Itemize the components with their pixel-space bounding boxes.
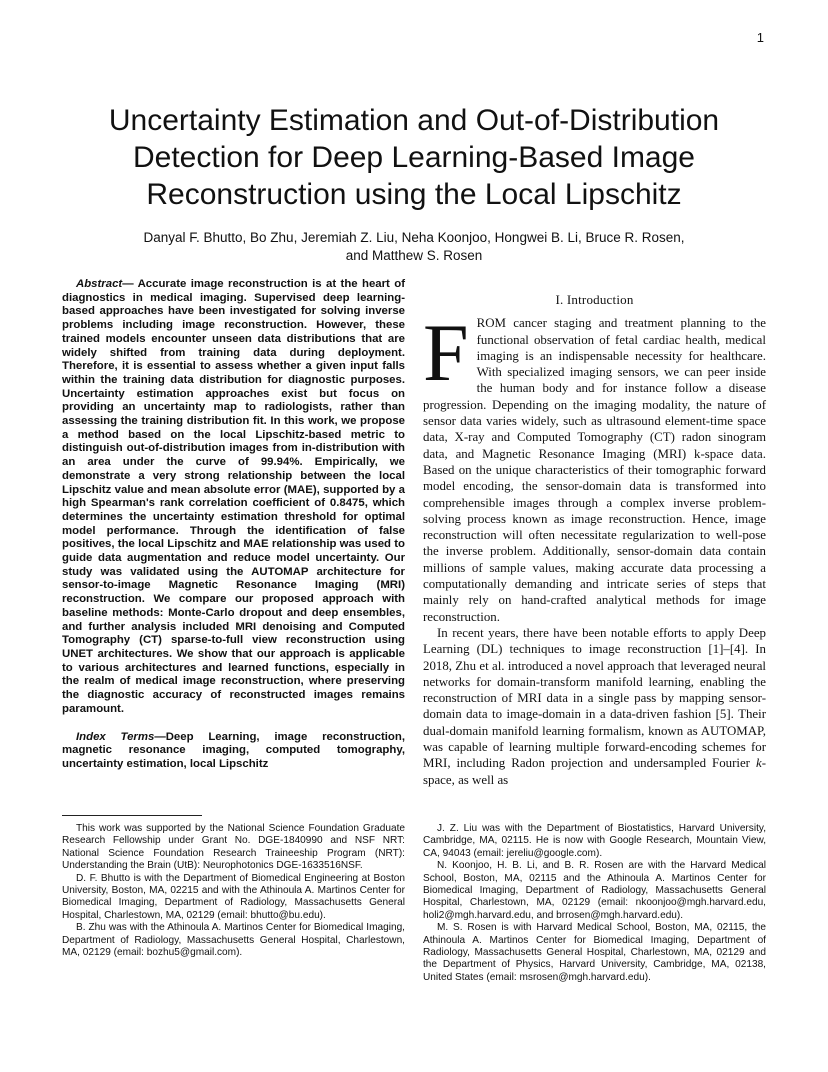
intro-paragraph-text: -space, as well as xyxy=(423,756,766,787)
footnote: D. F. Bhutto is with the Department of Biomedical Engineering at Boston University, Boston, MA, 02215 and with the Athinoula A. Martinos Center for Biomedical Imaging, Department of Radiology, Massachusetts General Hospital, Charlestown, MA, 02129 (email: bhutto@bu.edu). xyxy=(62,872,405,921)
abstract-column xyxy=(62,278,405,772)
index-terms xyxy=(62,731,405,772)
index-terms-label: Index Terms xyxy=(76,730,155,743)
abstract-label: Abstract xyxy=(76,278,123,290)
title-line: Uncertainty Estimation and Out-of-Distribution xyxy=(108,104,720,137)
paper-title xyxy=(40,102,788,213)
intro-paragraph xyxy=(423,307,766,625)
footnote: M. S. Rosen is with Harvard Medical School, Boston, MA, 02115, the Athinoula A. Martinos Center for Biomedical Imaging, Department of Radiology, Massachusetts General Hospital, Charlestown, MA, 02129 and the Department of Physics, Harvard University, Cambridge, MA, 02138, United States (email: msrosen@mgh.harvard.edu). xyxy=(423,922,766,983)
index-terms-body: —Deep Learning, image reconstruction, magnetic resonance imaging, computed tomography, uncertainty estimation, local Lipschitz xyxy=(62,730,405,770)
intro-paragraph-text: In recent years, there have been notable efforts to apply Deep Learning (DL) techniques to image reconstruction [1]–[4]. In 2018, Zhu et al. introduced a novel approach that leveraged neural networks for domain-transform manifold learning, enabling the reconstruction of MRI data in a single pass by mapping sensor-domain data to image-domain in a data-driven fashion [5]. Their dual-domain manifold learning formalism, known as AUTOMAP, was capable of learning multiple forward-encoding schemes for MRI, including Radon projection and undersampled Fourier xyxy=(423,625,766,771)
footnote: B. Zhu was with the Athinoula A. Martinos Center for Biomedical Imaging, Department of Radiology, Massachusetts General Hospital, Charlestown, MA, 02129 (email: bozhu5@gmail.com). xyxy=(62,922,405,959)
title-line: Detection for Deep Learning-Based Image xyxy=(132,141,695,174)
footnote: N. Koonjoo, H. B. Li, and B. R. Rosen are with the Harvard Medical School, Boston, MA, 02115 and the Athinoula A. Martinos Center for Biomedical Imaging, Department of Radiology, Massachusetts General Hospital, Charlestown, MA, 02129 (email: nkoonjoo@mgh.harvard.edu, holi2@mgh.harvard.edu, and brrosen@mgh.harvard.edu). xyxy=(423,860,766,921)
author-list xyxy=(60,229,768,265)
section-heading: I. Introduction xyxy=(555,292,634,307)
footnote: This work was supported by the National Science Foundation Graduate Research Fellowship under Grant No. DGE-1840990 and NSF NRT: National Science Foundation Research Traineeship Program (NRT): Understanding the Brain (UtB): Neurophotonics DGE-1633516NSF. xyxy=(62,823,405,872)
authors-line: Danyal F. Bhutto, Bo Zhu, Jeremiah Z. Liu, Neha Koonjoo, Hongwei B. Li, Bruce R. Rosen, xyxy=(143,230,685,245)
intro-paragraph xyxy=(423,625,766,788)
title-line: Reconstruction using the Local Lipschitz xyxy=(146,178,682,211)
authors-line: and Matthew S. Rosen xyxy=(345,248,483,263)
drop-cap: F xyxy=(423,307,469,399)
footnotes-left xyxy=(62,823,405,959)
footnote-divider xyxy=(62,815,202,816)
footnotes-right xyxy=(423,823,766,984)
introduction-column xyxy=(423,292,766,788)
italic-symbol: k xyxy=(755,756,762,771)
intro-paragraph-text: ROM cancer staging and treatment planning to the functional observation of fetal cardiac health, medical imaging is an indispensable necessity for healthcare. With specialized imaging sensors, we can peer inside the human body and for instance follow a disease progression. Depending on the imaging modality, the nature of sensor data varies widely, such as ultrasound element-time space data, X-ray and Computed Tomography (CT) radon sinogram data, and Magnetic Resonance Imaging (MRI) k-space data. Based on the unique characteristics of their tomographic forward model encoding, the sensor-domain data is transformed into comprehensible images through a complex inverse problem-solving process known as image reconstruction. Hence, image reconstruction will often necessitate regularization to well-pose the inverse problem. Additionally, sensor-domain data contain millions of sample values, making accurate data processing a computationally demanding and intricate series of steps that mainly rely on hand-crafted analytical methods for image reconstruction. xyxy=(423,316,766,624)
footnote: J. Z. Liu was with the Department of Biostatistics, Harvard University, Cambridge, MA, 02115. He is now with Google Research, Mountain View, CA, 94043 (email: jereliu@google.com). xyxy=(423,823,766,859)
abstract-body: — Accurate image reconstruction is at the heart of diagnostics in medical imaging. Supervised deep learning-based approaches have been investigated for solving inverse problems including image reconstruction. However, these trained models encounter unseen data distributions that are widely shifted from training data during deployment. Therefore, it is essential to assess whether a given input falls within the training data distribution for diagnostic purposes. Uncertainty estimation approaches exist but focus on providing an uncertainty map to radiologists, rather than assessing the training distribution fit. In this work, we propose a method based on the local Lipschitz-based metric to distinguish out-of-distribution images from in-distribution with an area under the curve of 99.94%. Empirically, we demonstrate a very strong relationship between the local Lipschitz value and mean absolute error (MAE), supported by a high Spearman's rank correlation coefficient of 0.8475, which determines the uncertainty estimation threshold for optimal model performance. Through the identification of false positives, the local Lipschitz and MAE relationship was used to guide data augmentation and reduce model uncertainty. Our study was validated using the AUTOMAP architecture for sensor-to-image Magnetic Resonance Imaging (MRI) reconstruction. We compare our proposed approach with baseline methods: Monte-Carlo dropout and deep ensembles, and further analysis included MRI denoising and Computed Tomography (CT) sparse-to-full view reconstruction using UNET architectures. We show that our approach is applicable to various architectures and learned functions, especially in the realm of medical image reconstruction, where preserving the diagnostic accuracy of reconstructed images remains paramount. xyxy=(62,278,405,715)
page-number: 1 xyxy=(756,30,764,45)
abstract xyxy=(62,278,405,717)
